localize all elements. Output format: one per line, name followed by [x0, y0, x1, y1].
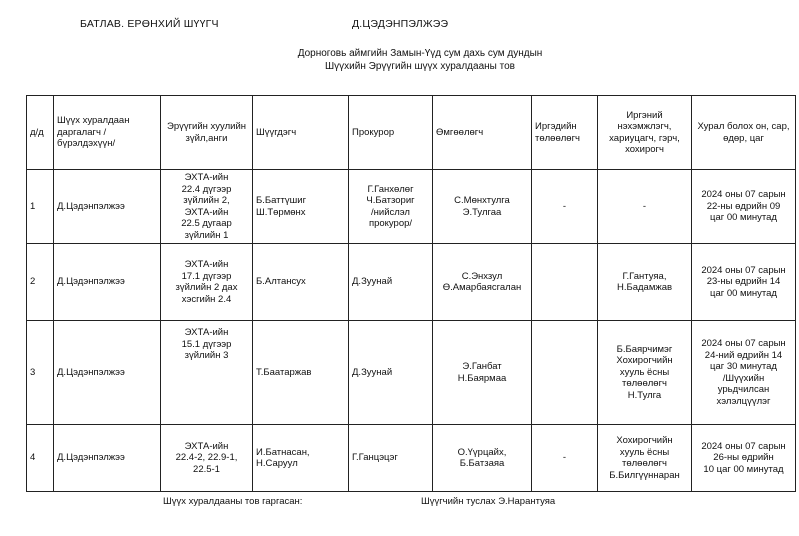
col-header-citizen-rep: Иргэдийн төлөөлөгч: [532, 96, 598, 170]
cell-lawyer: О.Үүрцайх, Б.Батзаяа: [433, 425, 532, 492]
title-line-2: Шүүхийн Эрүүгийн шүүх хуралдааны тов: [325, 61, 515, 72]
col-header-civil: Иргэний нэхэмжлэгч, хариуцагч, гэрч, хохирогч: [598, 96, 692, 170]
footer-prepared-by: Шүүх хуралдааны тов гаргасан:: [163, 496, 303, 507]
cell-judge: Д.Цэдэнпэлжээ: [54, 321, 161, 425]
cell-datetime: 2024 оны 07 сарын 23-ны өдрийн 14 цаг 00 минутад: [692, 244, 796, 321]
cell-no: 2: [27, 244, 54, 321]
table-row: [27, 321, 796, 425]
cell-defendant: Т.Баатаржав: [253, 321, 349, 425]
cell-citizen-rep: [532, 321, 598, 425]
col-header-law: Эрүүгийн хуулийн зүйл,анги: [161, 96, 253, 170]
cell-no: 3: [27, 321, 54, 425]
cell-datetime: 2024 оны 07 сарын 22-ны өдрийн 09 цаг 00 минутад: [692, 170, 796, 244]
cell-no: 4: [27, 425, 54, 492]
cell-defendant: Б.Алтансух: [253, 244, 349, 321]
cell-lawyer: Э.Ганбат Н.Баярмаа: [433, 321, 532, 425]
title-line-1: Дорноговь аймгийн Замын-Үүд сум дахь сум дундын: [297, 48, 543, 59]
table-row: [27, 170, 796, 244]
cell-no: 1: [27, 170, 54, 244]
cell-civil: Б.Баярчимэг Хохирогчийн хууль ёсны төлөөлөгч Н.Тулга: [598, 321, 692, 425]
col-header-prosecutor: Прокурор: [349, 96, 433, 170]
cell-law: ЭХТА-ийн 15.1 дүгээр зүйлийн 3: [161, 321, 253, 425]
table-header-row: [27, 96, 796, 170]
cell-datetime: 2024 оны 07 сарын 26-ны өдрийн 10 цаг 00 минутад: [692, 425, 796, 492]
cell-law: ЭХТА-ийн 17.1 дүгээр зүйлийн 2 дах хэсгийн 2.4: [161, 244, 253, 321]
cell-judge: Д.Цэдэнпэлжээ: [54, 170, 161, 244]
cell-defendant: И.Батнасан, Н.Саруул: [253, 425, 349, 492]
col-header-judge: Шүүх хуралдаан даргалагч /бүрэлдэхүүн/: [54, 96, 161, 170]
cell-civil: Г.Гантуяа, Н.Бадамжав: [598, 244, 692, 321]
cell-citizen-rep: -: [532, 425, 598, 492]
col-header-no: д/д: [27, 96, 54, 170]
col-header-lawyer: Өмгөөлөгч: [433, 96, 532, 170]
table-row: [27, 244, 796, 321]
schedule-table: [26, 95, 796, 492]
cell-prosecutor: Д.Зуунай: [349, 244, 433, 321]
table-row: [27, 425, 796, 492]
cell-prosecutor: Д.Зуунай: [349, 321, 433, 425]
document-title: [210, 47, 630, 73]
approval-label: БАТЛАВ. ЕРӨНХИЙ ШҮҮГЧ: [80, 18, 219, 30]
cell-civil: -: [598, 170, 692, 244]
col-header-datetime: Хурал болох он, сар, өдөр, цаг: [692, 96, 796, 170]
cell-datetime: 2024 оны 07 сарын 24-ний өдрийн 14 цаг 30 минутад /Шүүхийн урьдчилсан хэлэлцүүлэг: [692, 321, 796, 425]
footer-assistant: Шүүгчийн туслах Э.Нарантуяа: [421, 496, 556, 507]
cell-lawyer: С.Мөнхтулга Э.Тулгаа: [433, 170, 532, 244]
cell-citizen-rep: [532, 244, 598, 321]
cell-lawyer: С.Энхзул Ө.Амарбаясгалан: [433, 244, 532, 321]
cell-prosecutor: Г.Ганцэцэг: [349, 425, 433, 492]
cell-prosecutor: Г.Ганхөлөг Ч.Батзориг /нийслэл прокурор/: [349, 170, 433, 244]
cell-judge: Д.Цэдэнпэлжээ: [54, 425, 161, 492]
cell-judge: Д.Цэдэнпэлжээ: [54, 244, 161, 321]
cell-law: ЭХТА-ийн 22.4 дүгээр зүйлийн 2, ЭХТА-ийн 22.5 дугаар зүйлийн 1: [161, 170, 253, 244]
cell-defendant: Б.Баттүшиг Ш.Төрмөнх: [253, 170, 349, 244]
approver-name: Д.ЦЭДЭНПЭЛЖЭЭ: [352, 18, 449, 30]
cell-civil: Хохирогчийн хууль ёсны төлөөлөгч Б.Билгүүннаран: [598, 425, 692, 492]
cell-law: ЭХТА-ийн 22.4-2, 22.9-1, 22.5-1: [161, 425, 253, 492]
col-header-defendant: Шүүгдэгч: [253, 96, 349, 170]
cell-citizen-rep: -: [532, 170, 598, 244]
